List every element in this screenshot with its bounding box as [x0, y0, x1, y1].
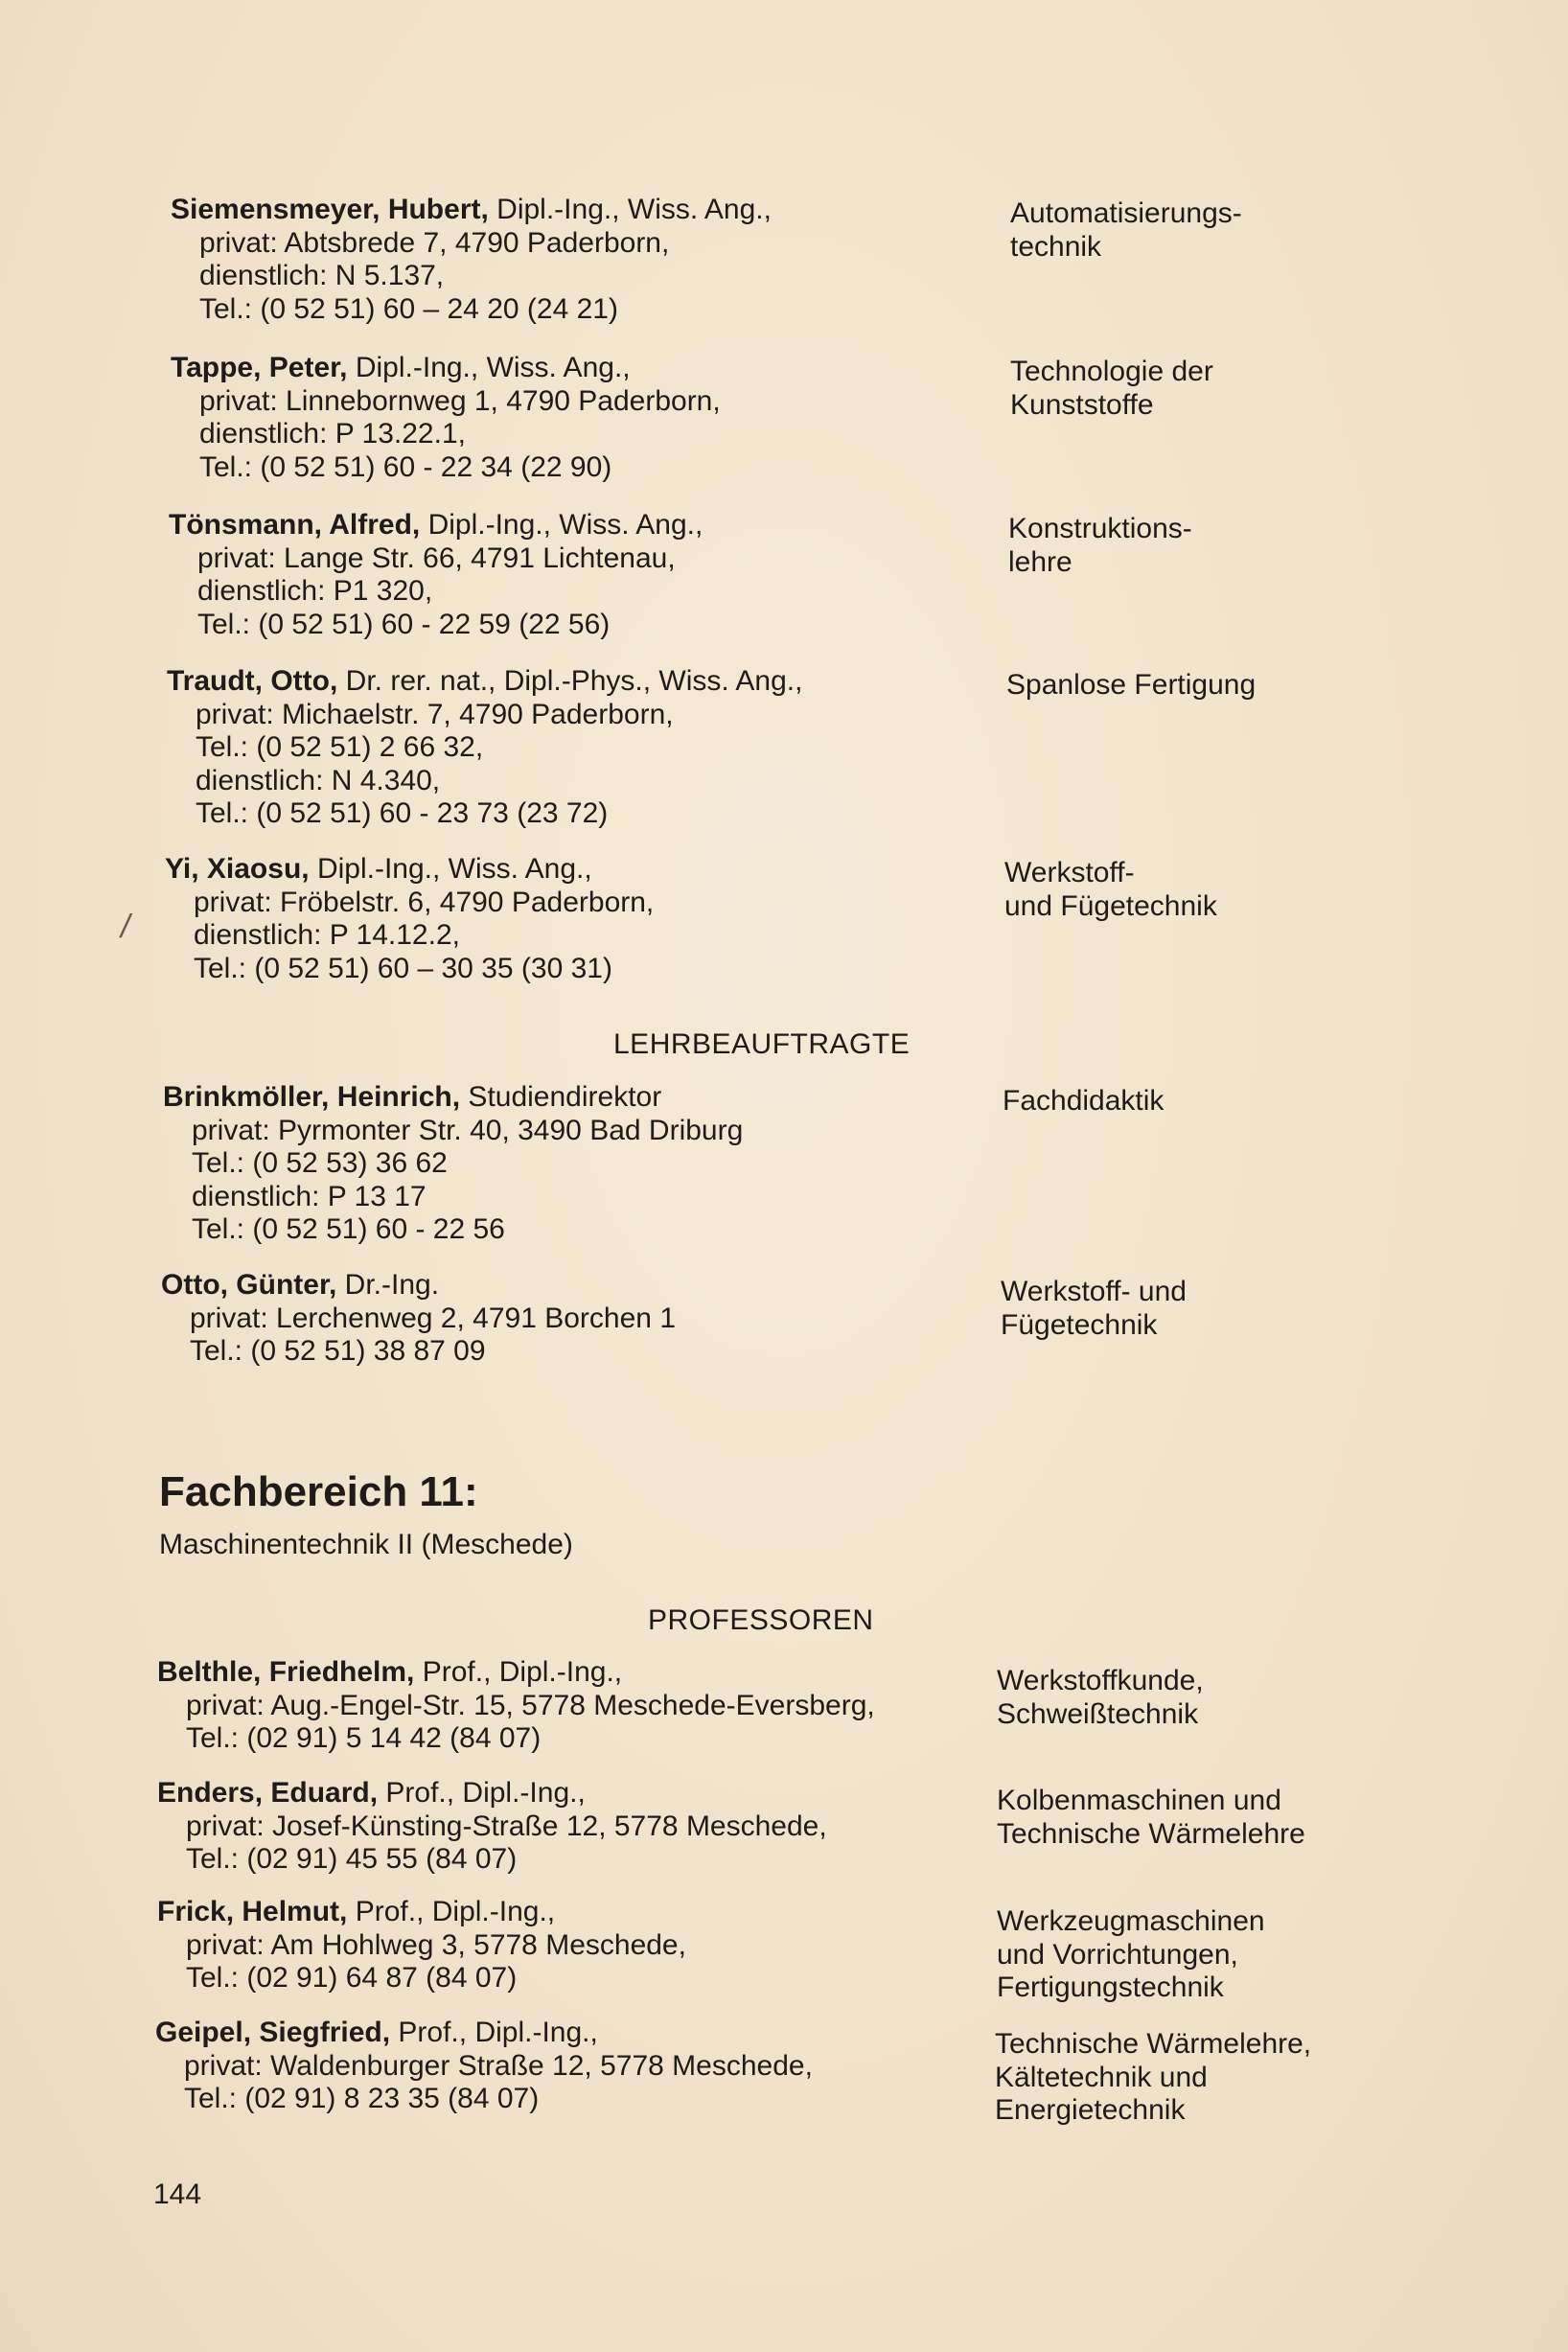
address-line: privat: Lerchenweg 2, 4791 Borchen 1 — [190, 1302, 676, 1334]
person-title: Prof., Dipl.-Ing., — [414, 1656, 623, 1688]
address-line: privat: Linnebornweg 1, 4790 Paderborn, — [199, 384, 721, 417]
address-line: privat: Fröbelstr. 6, 4790 Paderborn, — [194, 886, 655, 918]
office-line: dienstlich: P 13 17 — [192, 1180, 427, 1212]
person-name: Belthle, Friedhelm, — [157, 1656, 415, 1688]
office-line: dienstlich: N 4.340, — [196, 764, 441, 796]
person-name: Tappe, Peter, — [171, 352, 348, 383]
subject-area: Spanlose Fertigung — [1006, 669, 1257, 701]
section-heading-lehrbeauftragte: LEHRBEAUFTRAGTE — [613, 1028, 911, 1060]
office-line: dienstlich: N 5.137, — [199, 260, 445, 291]
address-line: privat: Abtsbrede 7, 4790 Paderborn, — [199, 226, 670, 259]
phone-line: Tel.: (0 52 51) 60 - 22 56 — [192, 1213, 505, 1245]
person-name: Brinkmöller, Heinrich, — [163, 1081, 461, 1113]
subject-area: Werkzeugmaschinen und Vorrichtungen, Fertigungstechnik — [997, 1905, 1265, 2003]
person-title: Dipl.-Ing., Wiss. Ang., — [488, 194, 772, 225]
address-line: privat: Aug.-Engel-Str. 15, 5778 Meschede-Eversberg, — [186, 1689, 875, 1721]
address-line: privat: Pyrmonter Str. 40, 3490 Bad Driburg — [192, 1114, 744, 1146]
phone-line: Tel.: (02 91) 64 87 (84 07) — [186, 1962, 518, 1994]
person-name: Otto, Günter, — [161, 1269, 337, 1301]
phone-line: Tel.: (0 52 51) 60 - 22 59 (22 56) — [197, 608, 611, 640]
fachbereich-subtitle: Maschinentechnik II (Meschede) — [159, 1529, 573, 1560]
person-name: Traudt, Otto, — [167, 665, 338, 697]
phone-line: Tel.: (0 52 51) 60 - 22 34 (22 90) — [199, 450, 612, 483]
subject-area: Werkstoffkunde, Schweißtechnik — [997, 1665, 1204, 1730]
address-line: privat: Josef-Künsting-Straße 12, 5778 Meschede, — [186, 1810, 827, 1842]
person-title: Prof., Dipl.-Ing., — [347, 1896, 556, 1927]
phone-line: Tel.: (02 91) 5 14 42 (84 07) — [186, 1722, 542, 1754]
phone-line: Tel.: (02 91) 45 55 (84 07) — [186, 1843, 518, 1875]
address-line: privat: Lange Str. 66, 4791 Lichtenau, — [197, 542, 676, 574]
person-name: Frick, Helmut, — [157, 1896, 348, 1927]
subject-area: Technische Wärmelehre, Kältetechnik und Energietechnik — [995, 2028, 1312, 2126]
section-heading-professoren: PROFESSOREN — [648, 1604, 874, 1636]
person-title: Dipl.-Ing., Wiss. Ang., — [420, 509, 703, 541]
person-title: Dr. rer. nat., Dipl.-Phys., Wiss. Ang., — [337, 665, 803, 697]
phone-line: Tel.: (0 52 51) 38 87 09 — [190, 1335, 486, 1367]
phone-line: Tel.: (0 52 51) 2 66 32, — [196, 731, 484, 763]
phone-line: Tel.: (02 91) 8 23 35 (84 07) — [184, 2083, 540, 2114]
person-title: Prof., Dipl.-Ing., — [390, 2017, 598, 2048]
office-line: dienstlich: P 13.22.1, — [199, 418, 466, 450]
subject-area: Kolbenmaschinen und Technische Wärmelehre — [997, 1785, 1305, 1850]
fachbereich-title: Fachbereich 11: — [159, 1468, 478, 1515]
subject-area: Fachdidaktik — [1003, 1085, 1164, 1117]
subject-area: Konstruktions- lehre — [1008, 513, 1192, 578]
margin-pencil-mark: / — [121, 909, 130, 945]
address-line: privat: Michaelstr. 7, 4790 Paderborn, — [196, 698, 674, 730]
subject-area: Werkstoff- und Fügetechnik — [1004, 857, 1217, 922]
subject-area: Automatisierungs- technik — [1010, 197, 1242, 263]
address-line: privat: Am Hohlweg 3, 5778 Meschede, — [186, 1928, 686, 1961]
person-name: Siemensmeyer, Hubert, — [171, 194, 489, 225]
person-name: Geipel, Siegfried, — [155, 2017, 391, 2048]
person-title: Prof., Dipl.-Ing., — [378, 1777, 586, 1809]
subject-area: Technologie der Kunststoffe — [1010, 356, 1213, 421]
person-name: Tönsmann, Alfred, — [169, 509, 421, 541]
person-title: Dr.-Ing. — [336, 1269, 440, 1301]
address-line: privat: Waldenburger Straße 12, 5778 Meschede, — [184, 2049, 813, 2082]
phone-line: Tel.: (0 52 51) 60 - 23 73 (23 72) — [196, 797, 609, 829]
phone-line: Tel.: (0 52 51) 60 – 30 35 (30 31) — [194, 952, 612, 984]
person-name: Enders, Eduard, — [157, 1777, 379, 1809]
phone-line: Tel.: (0 52 53) 36 62 — [192, 1147, 448, 1179]
office-line: dienstlich: P 14.12.2, — [194, 919, 460, 951]
person-title: Studiendirektor — [460, 1081, 662, 1113]
page-number: 144 — [153, 2179, 202, 2210]
person-name: Yi, Xiaosu, — [165, 853, 310, 885]
person-title: Dipl.-Ing., Wiss. Ang., — [347, 352, 631, 383]
person-title: Dipl.-Ing., Wiss. Ang., — [309, 853, 592, 885]
phone-line: Tel.: (0 52 51) 60 – 24 20 (24 21) — [199, 292, 618, 325]
subject-area: Werkstoff- und Fügetechnik — [1001, 1276, 1187, 1341]
office-line: dienstlich: P1 320, — [197, 575, 433, 607]
